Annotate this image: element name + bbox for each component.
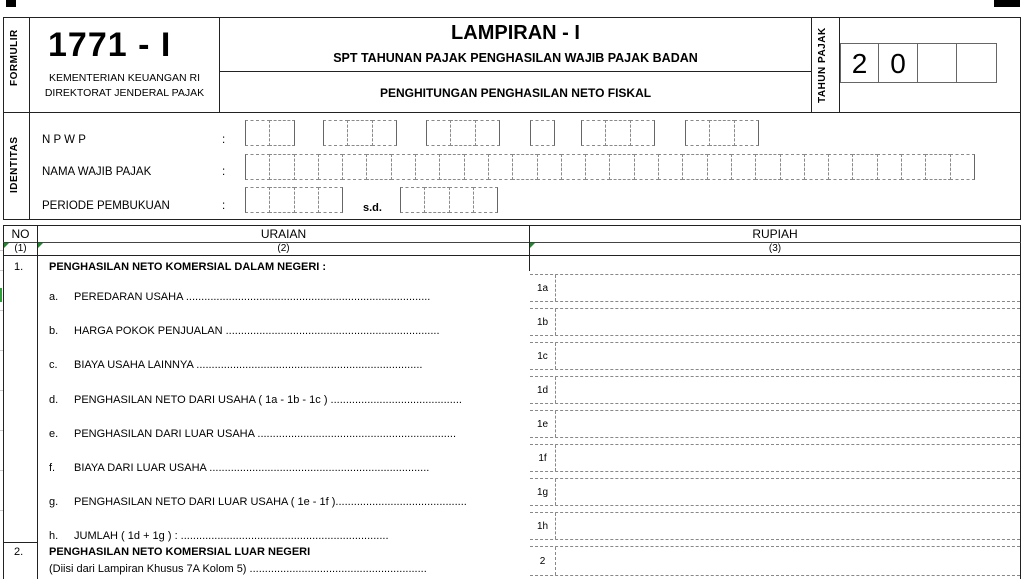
ministry-name: KEMENTERIAN KEUANGAN RI [48, 72, 201, 84]
list-item: g. [49, 496, 59, 508]
amount-field-1d[interactable] [530, 376, 1020, 404]
list-item: h. [49, 530, 59, 542]
list-item: f. [49, 462, 56, 474]
list-item-label: JUMLAH ( 1d + 1g ) : .................................................................... [74, 530, 389, 542]
directorate-name: DIREKTORAT JENDERAL PAJAK [44, 87, 205, 99]
period-sd-label: s.d. [363, 202, 382, 214]
amount-field-1a[interactable] [530, 274, 1020, 302]
row-2-title: PENGHASILAN NETO KOMERSIAL LUAR NEGERI [49, 546, 311, 558]
period-start-field[interactable] [245, 187, 343, 213]
row-2-note: (Diisi dari Lampiran Khusus 7A Kolom 5) .......................................................... [49, 563, 427, 575]
npwp-colon: : [222, 134, 226, 146]
tax-year-digit-3[interactable] [918, 43, 957, 83]
npwp-field-part3[interactable] [426, 120, 500, 146]
amount-field-1b[interactable] [530, 308, 1020, 336]
amount-field-1e[interactable] [530, 410, 1020, 438]
attachment-subtitle: SPT TAHUNAN PAJAK PENGHASILAN WAJIB PAJAK BADAN [333, 51, 698, 65]
list-item-label: HARGA POKOK PENJUALAN ...................................................................... [74, 325, 440, 337]
col-no-index: (1) [14, 243, 27, 254]
tax-year-label: TAHUN PAJAK [817, 27, 828, 103]
list-item: c. [49, 359, 58, 371]
period-end-field[interactable] [400, 187, 498, 213]
period-colon: : [222, 200, 226, 212]
amount-field-2[interactable] [530, 546, 1020, 576]
list-item-label: BIAYA USAHA LAINNYA .......................................................................... [74, 359, 423, 371]
list-item-label: PENGHASILAN NETO DARI LUAR USAHA ( 1e - 1f )........................................... [74, 496, 467, 508]
list-item: b. [49, 325, 59, 337]
code-1f: 1f [530, 445, 556, 471]
taxpayer-name-field[interactable] [245, 154, 975, 180]
corner-marker-left [6, 0, 16, 7]
col-uraian-index: (2) [277, 243, 290, 254]
period-label: PERIODE PEMBUKUAN [42, 200, 170, 212]
row-1-number: 1. [14, 261, 24, 273]
row-2-number: 2. [14, 546, 24, 558]
list-item: a. [49, 291, 59, 303]
col-rupiah-header: RUPIAH [752, 227, 798, 241]
taxpayer-name-label: NAMA WAJIB PAJAK [42, 166, 152, 178]
list-item: d. [49, 394, 59, 406]
code-1h: 1h [530, 513, 556, 539]
list-item-label: PENGHASILAN DARI LUAR USAHA ................................................................. [74, 428, 457, 440]
formulir-label: FORMULIR [9, 29, 20, 87]
code-1b: 1b [530, 309, 556, 335]
taxpayer-name-colon: : [222, 166, 226, 178]
npwp-field-part5[interactable] [581, 120, 655, 146]
identity-label: IDENTITAS [9, 136, 20, 194]
code-2: 2 [530, 547, 556, 575]
npwp-field-part4[interactable] [530, 120, 555, 146]
tax-year-digit-2[interactable]: 0 [879, 43, 918, 83]
list-item-label: PENGHASILAN NETO DARI USAHA ( 1a - 1b - 1c ) ........................................... [74, 394, 462, 406]
npwp-field[interactable] [245, 120, 295, 146]
code-1c: 1c [530, 343, 556, 369]
tax-year-digit-1[interactable]: 2 [840, 43, 879, 83]
npwp-field-part6[interactable] [685, 120, 759, 146]
tax-year-digit-4[interactable] [957, 43, 997, 83]
corner-marker-right [994, 0, 1020, 7]
amount-field-1g[interactable] [530, 478, 1020, 506]
npwp-field-part2[interactable] [323, 120, 397, 146]
list-item-label: BIAYA DARI LUAR USAHA ........................................................................ [74, 462, 430, 474]
col-no-header: NO [11, 227, 30, 241]
row-1-title: PENGHASILAN NETO KOMERSIAL DALAM NEGERI : [49, 261, 327, 273]
col-uraian-header: URAIAN [260, 227, 307, 241]
code-1d: 1d [530, 377, 556, 403]
amount-field-1c[interactable] [530, 342, 1020, 370]
tax-year-boxes [840, 43, 997, 83]
list-item-label: PEREDARAN USAHA ................................................................................ [74, 291, 431, 303]
form-number: 1771 - I [48, 26, 172, 64]
code-1a: 1a [530, 275, 556, 301]
amount-field-1h[interactable] [530, 512, 1020, 540]
npwp-label: N P W P [42, 134, 86, 146]
list-item: e. [49, 428, 59, 440]
section-title: PENGHITUNGAN PENGHASILAN NETO FISKAL [379, 86, 652, 100]
code-1e: 1e [530, 411, 556, 437]
code-1g: 1g [530, 479, 556, 505]
attachment-title: LAMPIRAN - I [451, 22, 580, 44]
col-rupiah-index: (3) [768, 243, 782, 254]
amount-field-1f[interactable] [530, 444, 1020, 472]
